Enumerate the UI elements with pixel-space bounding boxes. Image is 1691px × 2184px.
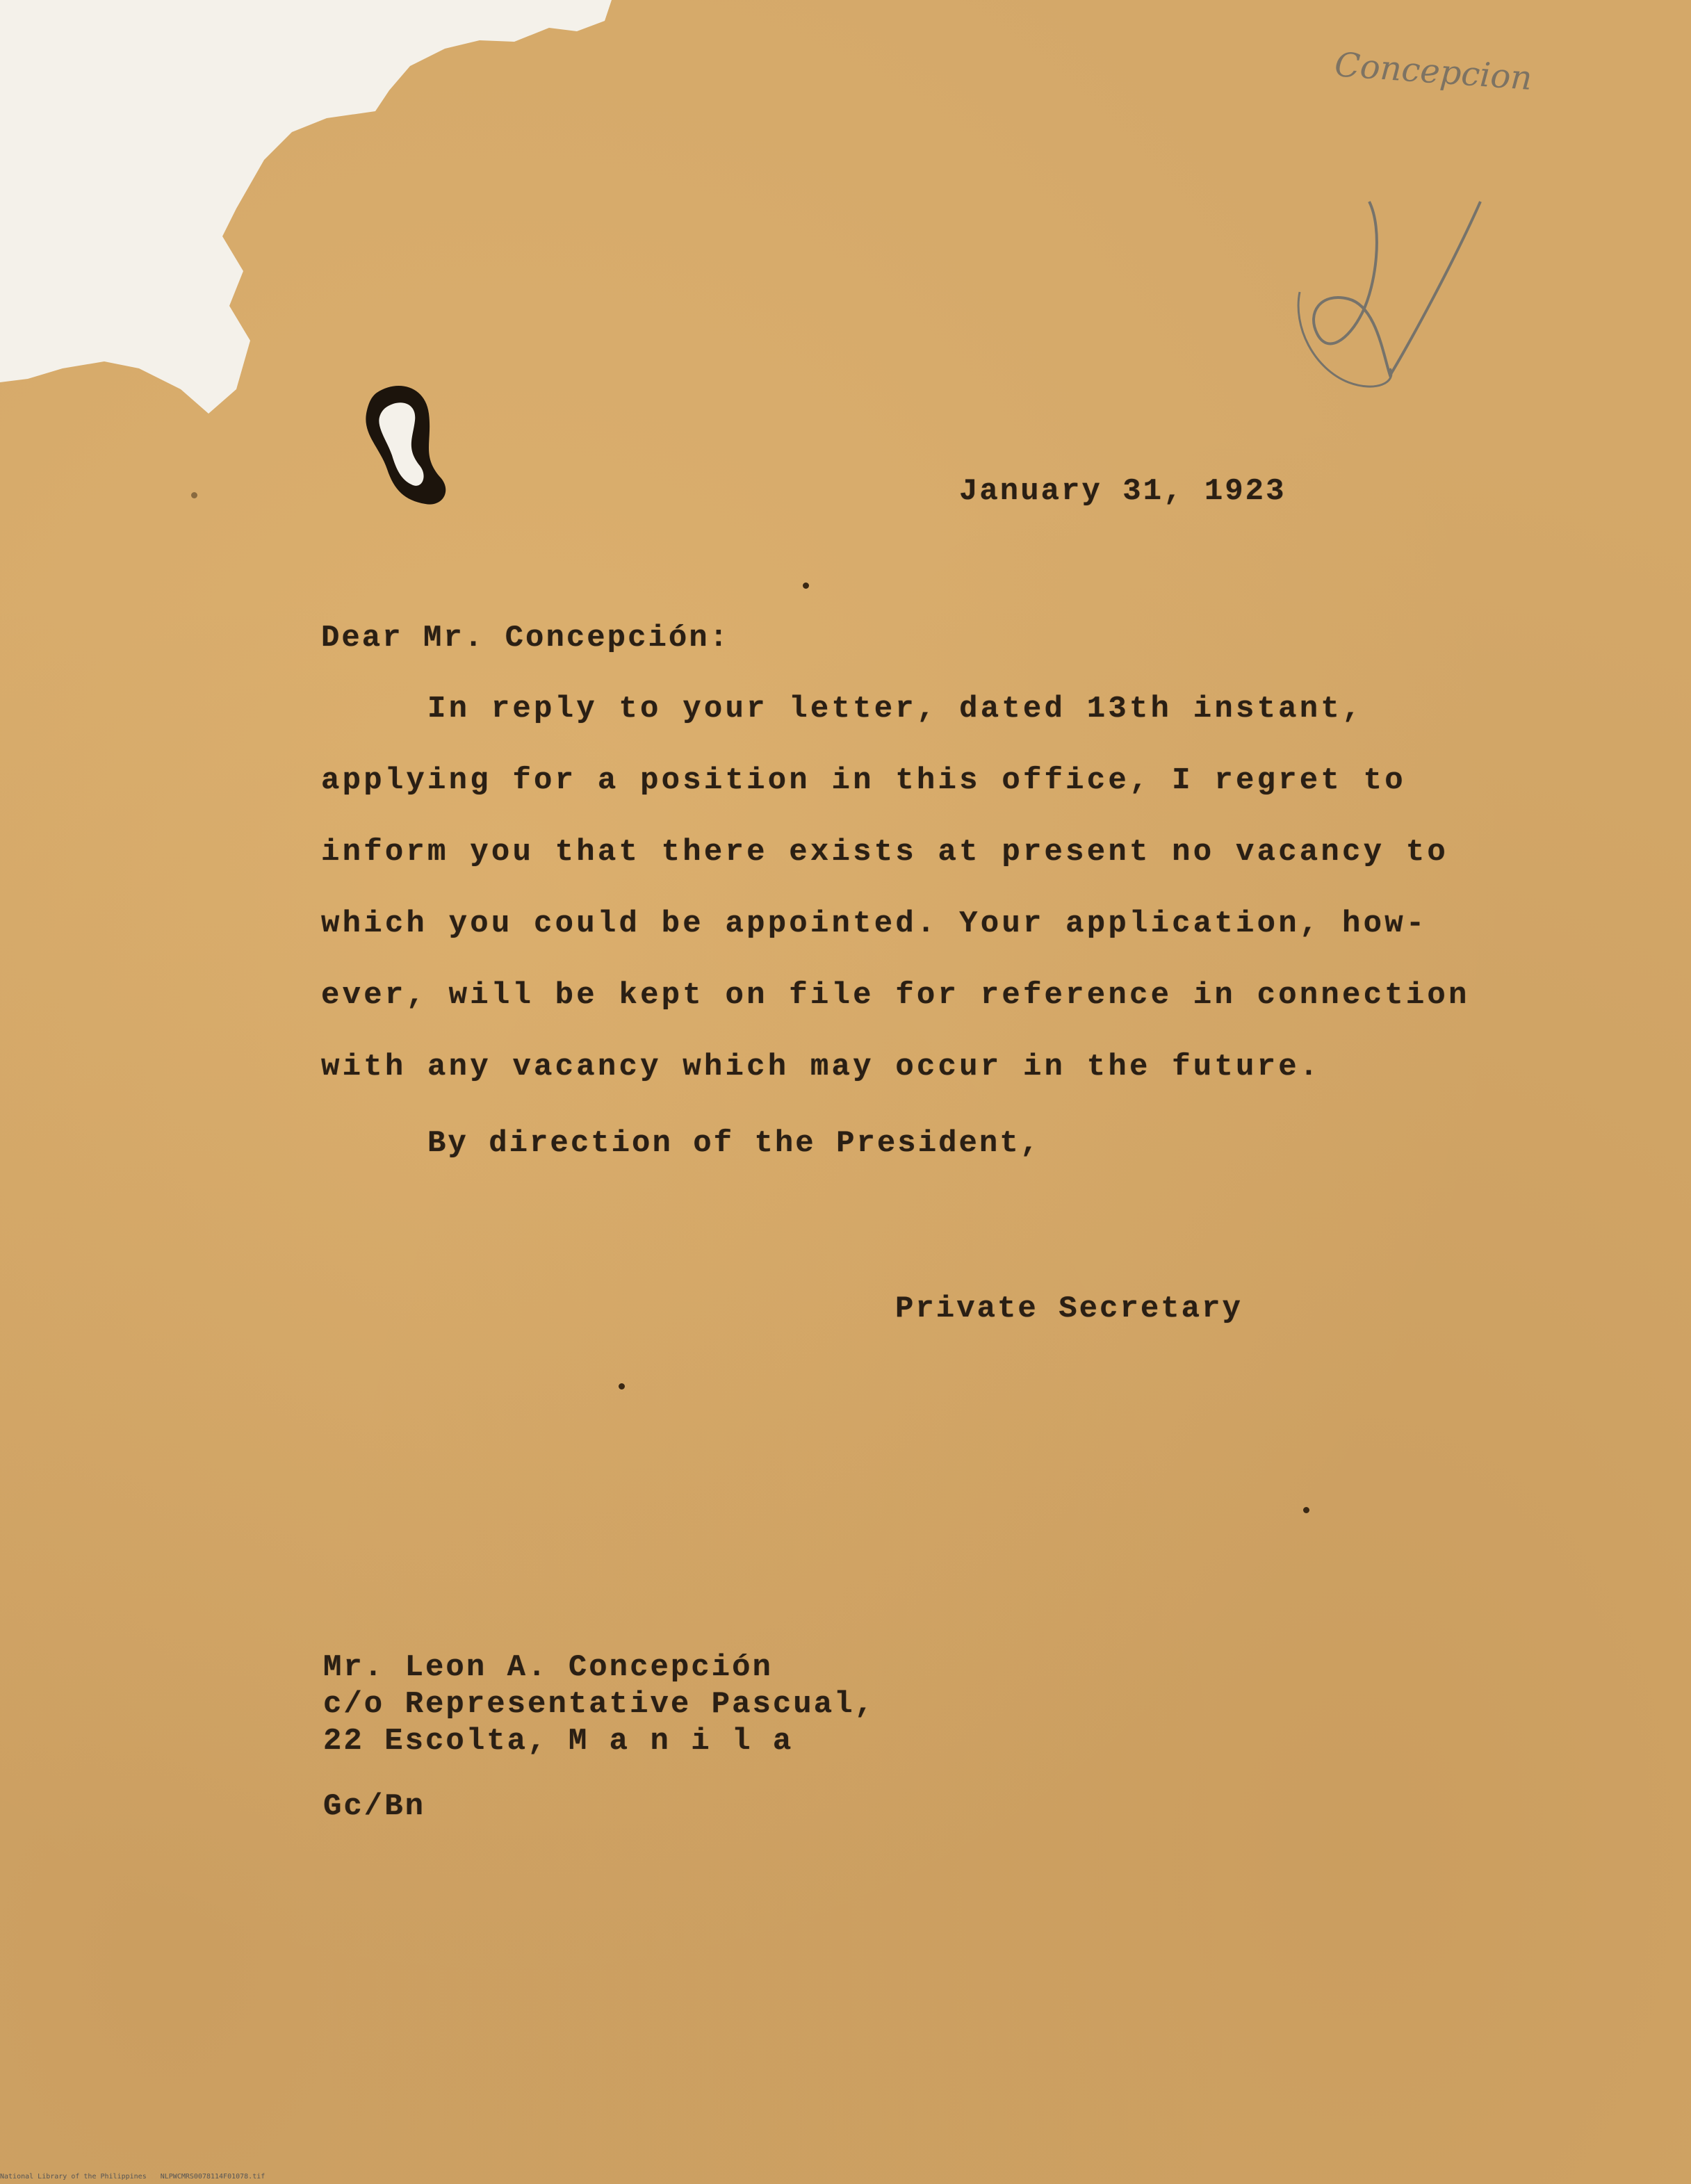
ink-speck <box>619 1383 625 1390</box>
footer-file: NLPWCMRS0078114F01078.tif <box>160 2173 266 2181</box>
body-line-4: which you could be appointed. Your application, how- <box>321 906 1428 941</box>
signature-title: Private Secretary <box>895 1291 1243 1326</box>
footer-library: National Library of the Philippines <box>0 2173 147 2181</box>
letter-date: January 31, 1923 <box>959 474 1286 509</box>
torn-corner <box>0 0 626 431</box>
ink-speck <box>803 582 809 589</box>
body-line-6: with any vacancy which may occur in the future. <box>321 1050 1321 1084</box>
pencil-note: Concepcion <box>1333 45 1534 98</box>
body-line-3: inform you that there exists at present no vacancy to <box>321 835 1449 870</box>
body-line-1: In reply to your letter, dated 13th instant, <box>427 692 1364 726</box>
body-line-5: ever, will be kept on file for reference in connection <box>321 978 1470 1013</box>
pencil-check-mark <box>1251 160 1515 452</box>
address-line-2: c/o Representative Pascual, <box>323 1687 875 1722</box>
scan-footer <box>0 2173 275 2181</box>
address-line-1: Mr. Leon A. Concepción <box>323 1650 773 1685</box>
typist-initials: Gc/Bn <box>323 1789 426 1824</box>
ink-speck <box>191 492 197 498</box>
signoff: By direction of the President, <box>427 1126 1041 1161</box>
burn-hole <box>356 379 460 518</box>
body-line-2: applying for a position in this office, I regret to <box>321 763 1406 798</box>
address-line-3: 22 Escolta, M a n i l a <box>323 1724 794 1759</box>
ink-speck <box>1303 1507 1309 1513</box>
salutation: Dear Mr. Concepción: <box>321 621 730 655</box>
